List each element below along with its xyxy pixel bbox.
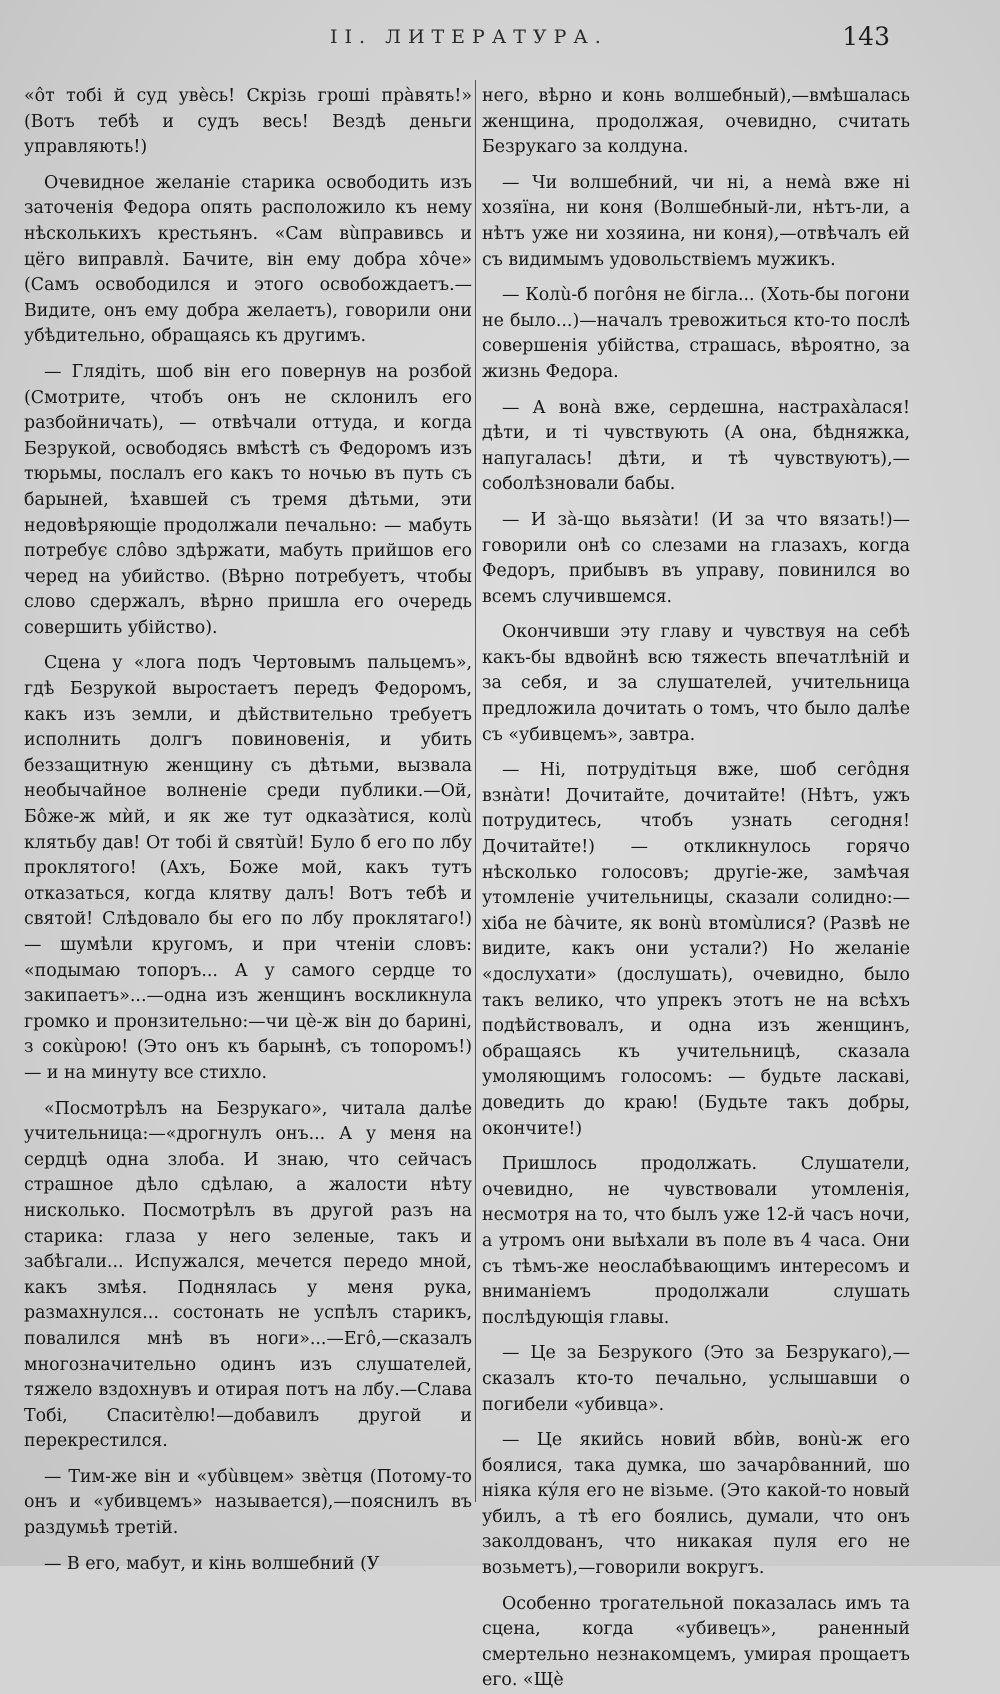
paragraph: Окончивши эту главу и чувствуя на себѣ какъ-бы вдвойнѣ всю тяжесть впечатлѣній и за себя, и за слушателей, учительница предложила дочитать о томъ, что было далѣе съ «убивцемъ», завтра.	[482, 622, 910, 745]
paragraph: — Чи волшебний, чи ні, а немà вже ні хозяїна, ни коня (Волшебный-ли, нѣтъ-ли, а нѣтъ уже ни хозяина, ни коня),—отвѣчалъ ей съ видимымъ удовольствіемъ мужикъ.	[482, 172, 910, 270]
column-divider	[475, 80, 476, 1502]
paragraph: Очевидное желаніе старика освободить изъ заточенія Федора опять расположило къ нему нѣсколькихъ крестьянъ. «Сам вùправивсь и цёго виправля̀. Бачите, він ему добра хôче» (Самъ освободился и этого освобождаетъ.—Видите, онъ ему добра желаетъ), говорили они убѣдительно, обращаясь къ другимъ.	[24, 172, 472, 347]
page-number: 143	[842, 22, 890, 51]
paragraph: — Це якийсь новий вбѝв, вонù-ж его боялися, така думка, шо зачарôванний, шо ніяка кýля его не візьме. (Это какой-то новый убилъ, а тѣ его боялись, думали, что онъ заколдованъ, что никакая пуля его не возьметъ),—говорили вокругъ.	[482, 1430, 910, 1579]
paragraph: — А вонà вже, сердешна, настрахàлася! дѣти, и ті чувствують (А она, бѣдняжка, напугалась! дѣти, и тѣ чувствуютъ),—соболѣзновали бабы.	[482, 397, 910, 495]
paragraph: — Це за Безрукого (Это за Безрукаго),— сказалъ кто-то печально, услышавши о погибели «убивца».	[482, 1343, 910, 1415]
paragraph: — Колù-б погôня не бігла... (Хоть-бы погони не было...)—началъ тревожиться кто-то послѣ совершенія убійства, страшась, вѣроятно, за жизнь Федора.	[482, 285, 910, 382]
paragraph: — В его, мабут, и кінь волшебний (У	[44, 1553, 380, 1574]
paragraph: Сцена у «лога подъ Чертовымъ пальцемъ», гдѣ Безрукой выростаетъ передъ Федоромъ, какъ изъ земли, и дѣйствительно требуетъ исполнить долгъ повиновенія, и убить беззащитную женщину съ дѣтьми, вызвала необычайное волненіе среди публики.—Ой, Бôже-ж мѝй, и як же тут одказàтися, колù клятьбу дав! От тобі й святùй! Було б его по лбу проклятого! (Ахъ, Боже мой, какъ тутъ отказаться, когда клятву далъ! Вотъ тебѣ и святой! Слѣдовало бы его по лбу проклятаго!) — шумѣли кругомъ, и при чтеніи словъ: «подымаю топоръ... А у самого сердце то закипаетъ»...—одна изъ женщинъ воскликнула громко и пронзительно:—чи цè-ж він до барині, з сокùрою! (Это онъ къ барынѣ, съ топоромъ!) — и на минуту все стихло.	[24, 653, 472, 1083]
paragraph: — Ні, потрудітьця вже, шоб сегôдня взнàти! Дочитайте, дочитайте! (Нѣтъ, ужъ потрудитесь, чтобъ узнать сегодня! Дочитайте!) — откликнулось горячо нѣсколько голосовъ; другіе-же, замѣчая утомленіе учительницы, сказали солидно:—хіба не бàчите, як вонù втомùлися? (Развѣ не видите, какъ они устали?) Но желаніе «дослухати» (дослушать), очевидно, было такъ велико, что упрекъ этотъ не на всѣхъ подѣйствовалъ, и одна изъ женщинъ, обращаясь къ учительницѣ, сказала умоляющимъ голосомъ: — будьте ласкаві, доведить до краю! (Будьте такъ добры, окончите!)	[482, 760, 910, 1139]
paragraph: — Глядіть, шоб він его повернув на розбой (Смотрите, чтобъ онъ не склонилъ его разбойничать), — отвѣчали оттуда, и когда Безрукой, освободясь вмѣстѣ съ Федоромъ изъ тюрьмы, послалъ его какъ то ночью въ путь съ барыней, ѣхавшей съ тремя дѣтьми, эти недовѣряющіе продолжали печально: — мабуть потребує слôво здѣржати, мабуть прийшов его черед на убийство. (Вѣрно потребуетъ, чтобы слово сдержалъ, вѣрно пришла его очередь совершить убійство).	[24, 361, 472, 638]
paragraph: «Посмотрѣлъ на Безрукаго», читала далѣе учительница:—«дрогнулъ онъ... А у меня на сердцѣ одна злоба. И знаю, что сейчасъ страшное дѣло сдѣлаю, а жалости нѣту нисколько. Посмотрѣлъ въ другой разъ на старика: глаза у него зеленые, такъ и забѣгали... Испужался, мечется передо мной, какъ змѣя. Поднялась у меня рука, размахнулся... состонать не успѣлъ старикъ, повалился мнѣ въ ноги»...—Егô,—сказалъ многозначительно одинъ изъ слушателей, тяжело вздохнувъ и отирая потъ на лбу.—Слава Тобі, Спаситèлю!—добавилъ другой и перекрестился.	[24, 1098, 472, 1452]
paragraph: — Тим-же він и «убùвцем» звèтця (Потому-то онъ и «убивцемъ» называется),—пояснилъ въ раздумьѣ третій.	[24, 1466, 472, 1539]
right-column	[482, 84, 910, 1691]
paragraph: него, вѣрно и конь волшебный),—вмѣшалась женщина, продолжая, очевидно, считать Безрукаго за колдуна.	[482, 86, 910, 158]
paragraph: — И зà-що вьязàти! (И за что вязать!)— говорили онѣ со слезами на глазахъ, когда Федоръ, прибывъ въ управу, повинился во всемъ случившемся.	[482, 509, 910, 607]
paragraph: «ôт тобі й суд увèсь! Скрізь гроші прàвять!» (Вотъ тебѣ и судъ весь! Вездѣ деньги управляють!)	[24, 86, 472, 158]
paragraph: Особенно трогательной показалась имъ та сцена, когда «убивецъ», раненный смертельно незнакомцемъ, умирая прощаетъ его. «Щè	[482, 1593, 910, 1691]
paragraph: Пришлось продолжать. Слушатели, очевидно, не чувствовали утомленія, несмотря на то, что былъ уже 12-й часъ ночи, а утромъ они выѣхали въ поле въ 4 часа. Они съ тѣмъ-же неослабѣвающимъ интересомъ и вниманіемъ продолжали слушать послѣдующія главы.	[482, 1154, 910, 1328]
running-title: II. ЛИТЕРАТУРА.	[330, 26, 608, 48]
left-column	[24, 84, 472, 1574]
